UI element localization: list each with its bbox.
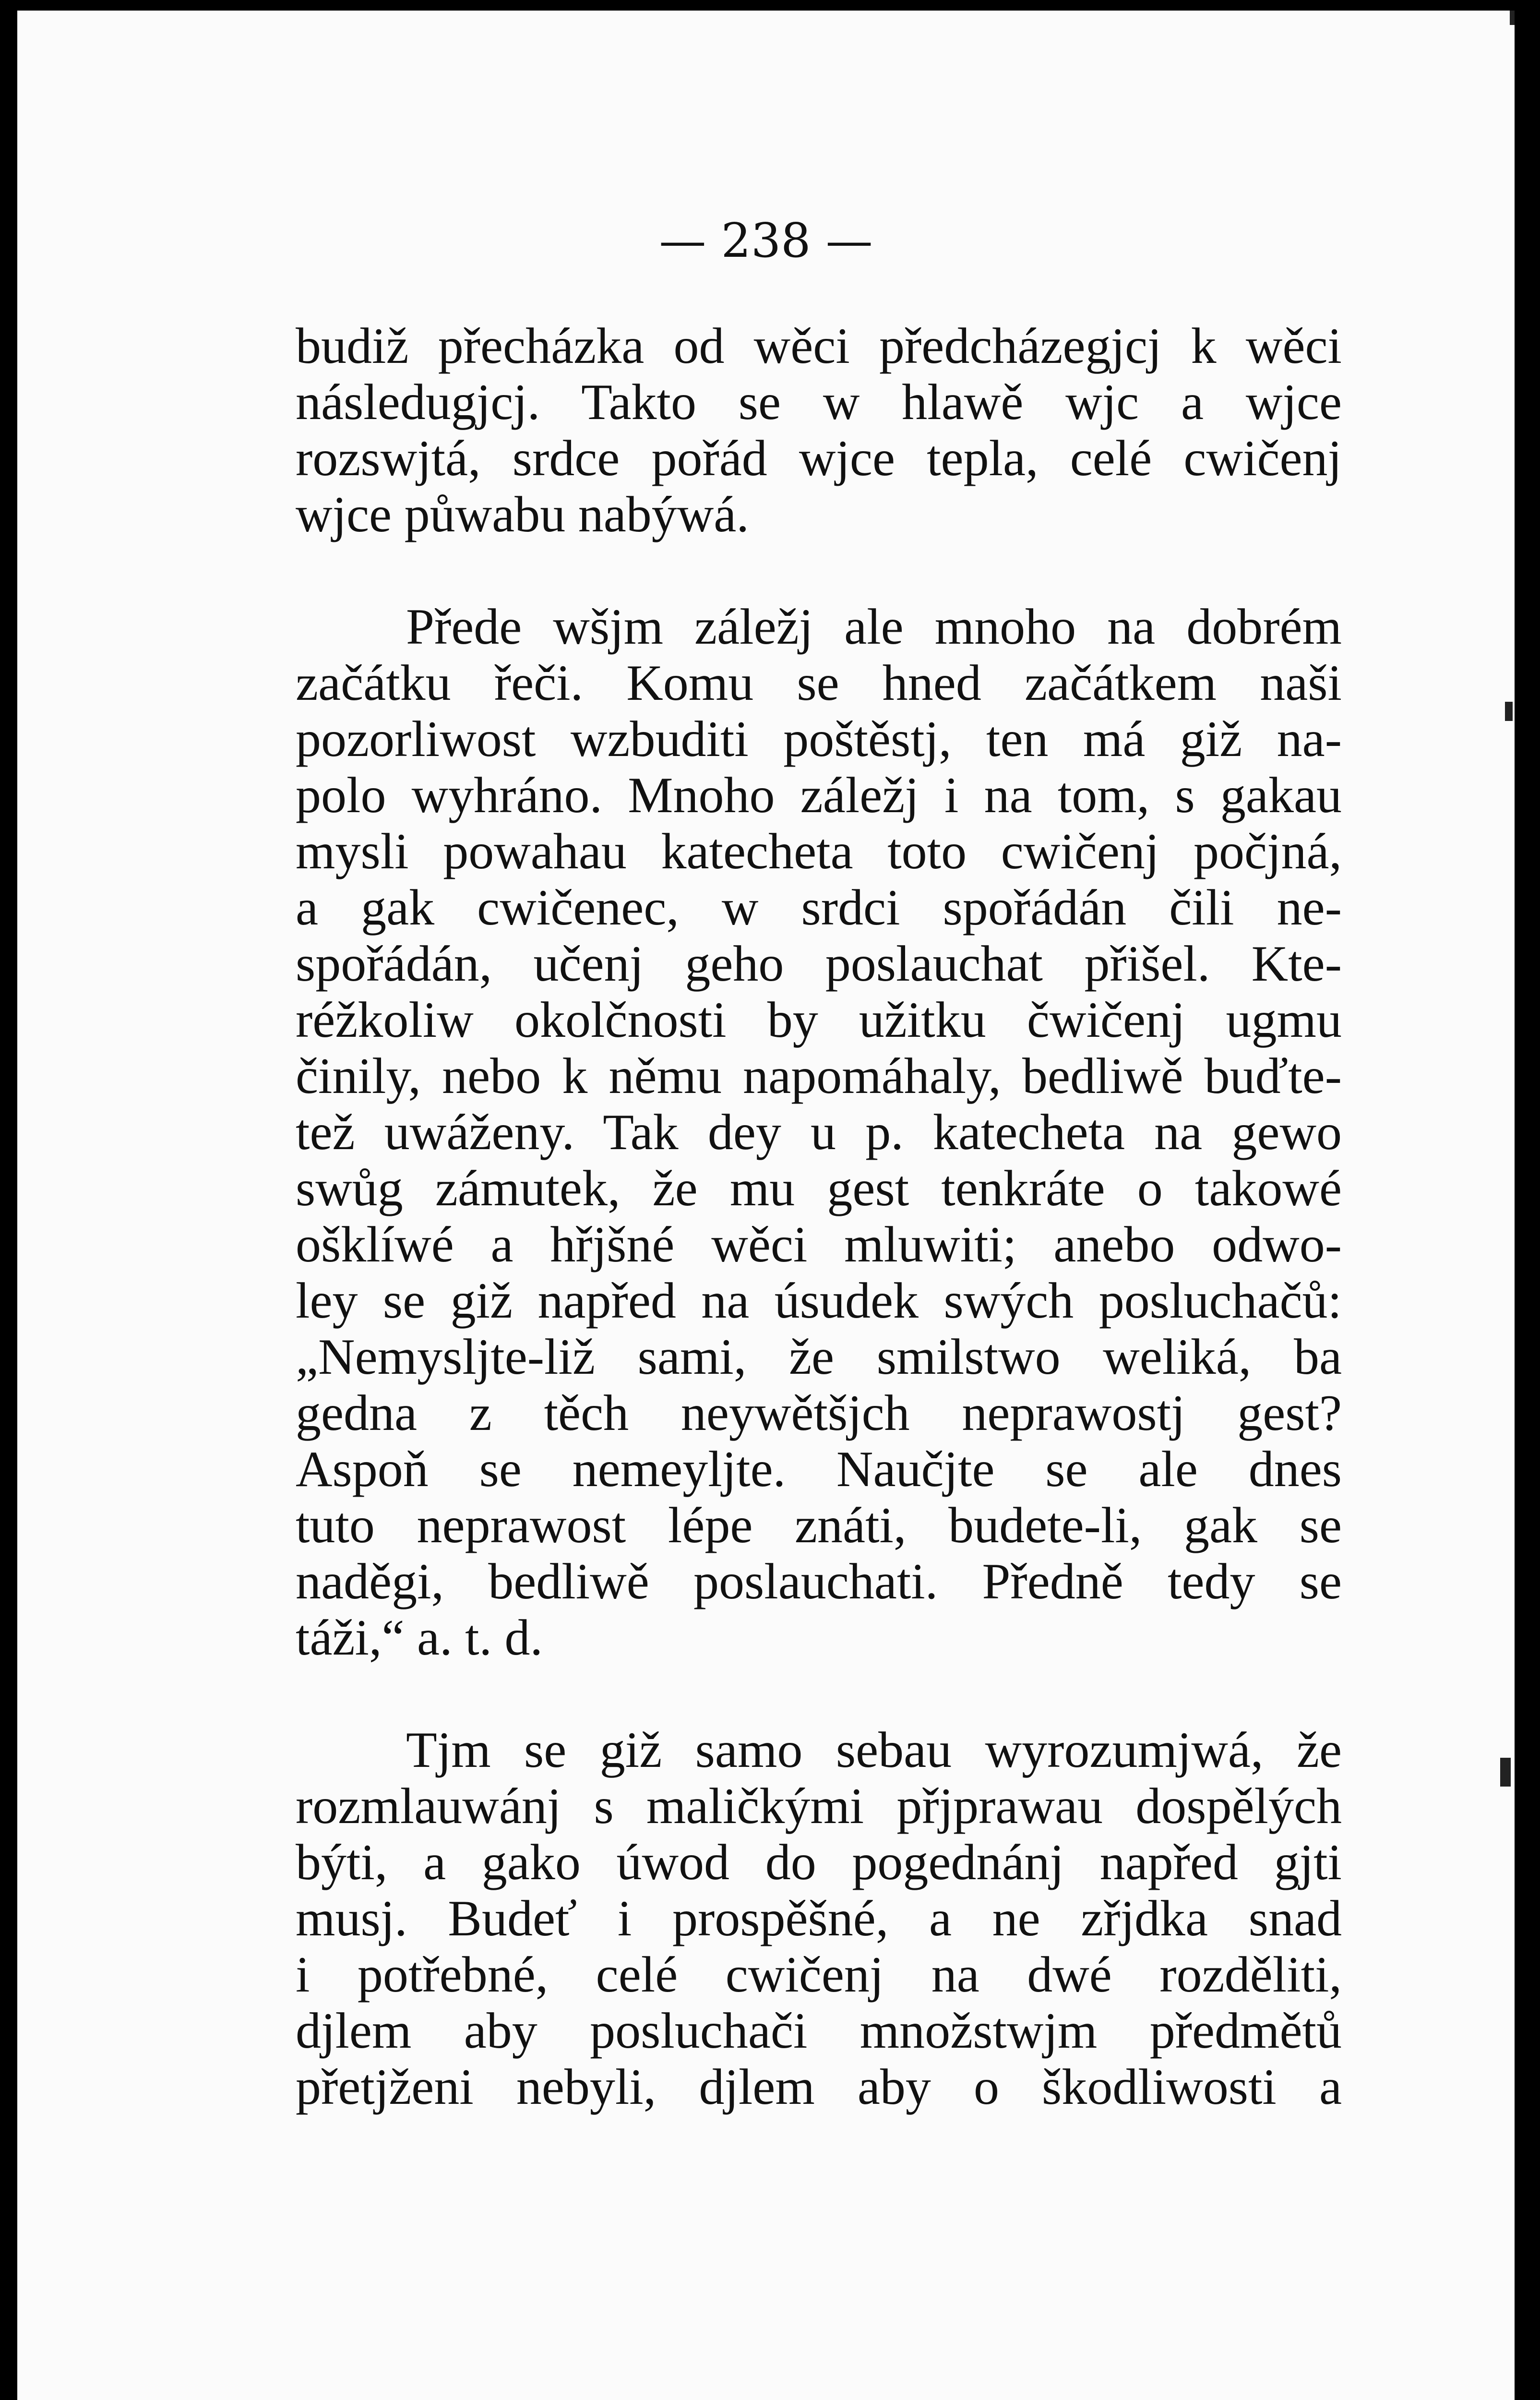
text-line: polo wyhráno. Mnoho záležj i na tom, s gakau xyxy=(296,767,1342,823)
text-line: djlem aby posluchači množstwjm předmětů xyxy=(296,2003,1342,2059)
text-line: musj. Budeť i prospěšné, a ne zřjdka snad xyxy=(296,1890,1342,1946)
text-line: pozorliwost wzbuditi poštěstj, ten má giž na- xyxy=(296,711,1342,767)
text-line: rozswjtá, srdce pořád wjce tepla, celé cwičenj xyxy=(296,430,1342,486)
text-line: spořádán, učenj geho poslauchat přišel. Kte- xyxy=(296,936,1342,992)
text-line: „Nemysljte-liž sami, že smilstwo weliká, ba xyxy=(296,1329,1342,1385)
text-line: swůg zámutek, že mu gest tenkráte o takowé xyxy=(296,1160,1342,1216)
text-line: táži,“ a. t. d. xyxy=(296,1609,543,1666)
text-line: Tjm se giž samo sebau wyrozumjwá, že xyxy=(406,1722,1342,1778)
scan-speck xyxy=(1505,702,1513,721)
text-line: rozmlauwánj s maličkými přjprawau dospělých xyxy=(296,1778,1342,1834)
book-page xyxy=(17,11,1515,2400)
text-line: naděgi, bedliwě poslauchati. Předně tedy se xyxy=(296,1553,1342,1609)
text-line: gedna z těch neywětšjch neprawostj gest? xyxy=(296,1385,1342,1441)
text-line: budiž přecházka od wěci předcházegjcj k wěci xyxy=(296,318,1342,374)
text-line: býti, a gako úwod do pogednánj napřed gjti xyxy=(296,1834,1342,1890)
text-line: ošklíwé a hřjšné wěci mluwiti; anebo odwo- xyxy=(296,1216,1342,1272)
text-line: a gak cwičenec, w srdci spořádán čili ne- xyxy=(296,879,1342,936)
text-line: i potřebné, celé cwičenj na dwé rozděliti, xyxy=(296,1946,1342,2003)
text-line: přetjženi nebyli, djlem aby o škodliwosti a xyxy=(296,2059,1342,2115)
text-line: Přede wšjm záležj ale mnoho na dobrém xyxy=(406,599,1342,655)
text-line: začátku řeči. Komu se hned začátkem naši xyxy=(296,655,1342,711)
text-line: následugjcj. Takto se w hlawě wjc a wjce xyxy=(296,374,1342,430)
body-text xyxy=(296,318,1342,2115)
text-line: tuto neprawost lépe znáti, budete-li, gak se xyxy=(296,1497,1342,1553)
paragraph-3 xyxy=(296,1722,1342,2115)
text-line: činily, nebo k němu napomáhaly, bedliwě buďte- xyxy=(296,1048,1342,1104)
scan-speck xyxy=(1500,1758,1511,1787)
text-line: tež uwáženy. Tak dey u p. katecheta na gewo xyxy=(296,1104,1342,1160)
paragraph-1 xyxy=(296,318,1342,542)
text-line: mysli powahau katecheta toto cwičenj počjná, xyxy=(296,823,1342,879)
scan-speck xyxy=(1510,11,1515,25)
text-line: réžkoliw okolčnosti by užitku čwičenj ugmu xyxy=(296,992,1342,1048)
text-line: wjce půwabu nabýwá. xyxy=(296,486,749,542)
page-number: — 238 — xyxy=(659,214,873,268)
text-line: ley se giž napřed na úsudek swých posluchačů: xyxy=(296,1272,1342,1329)
text-line: Aspoň se nemeyljte. Naučjte se ale dnes xyxy=(296,1441,1342,1497)
paragraph-2 xyxy=(296,599,1342,1666)
